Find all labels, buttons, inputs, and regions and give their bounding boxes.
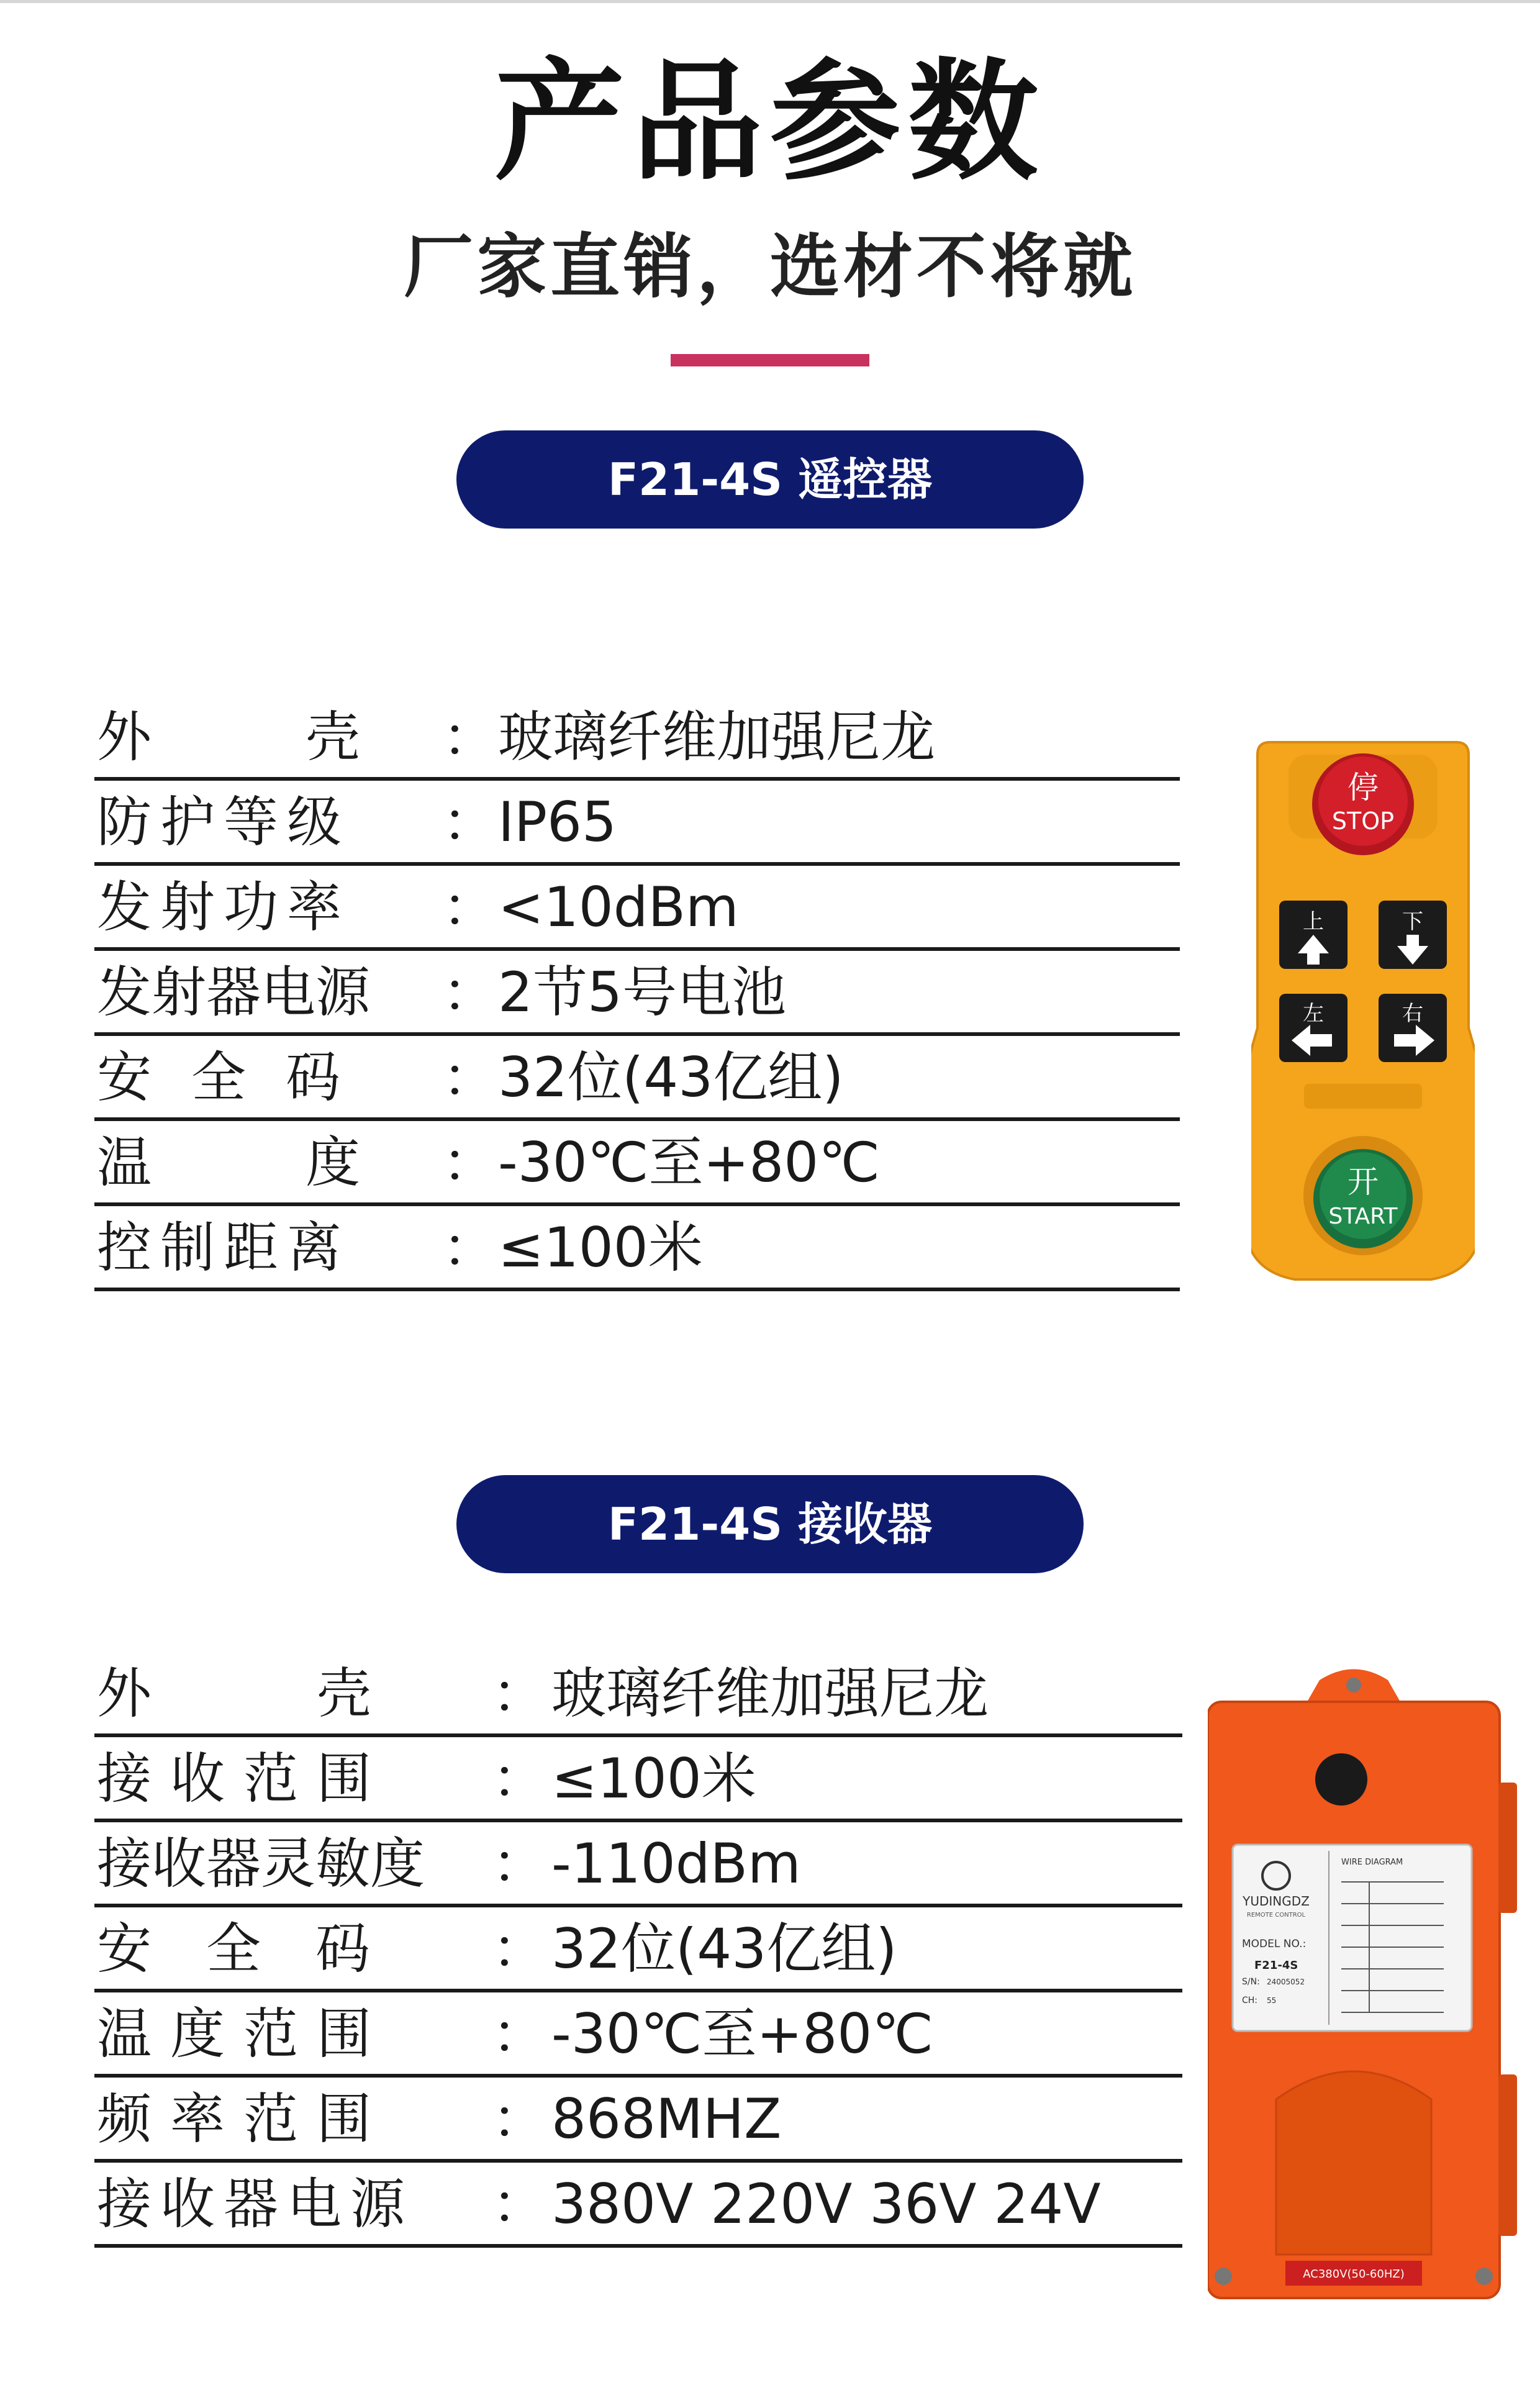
spec-separator: ：: [492, 2087, 547, 2151]
spec-row-security-code: [94, 1907, 1182, 1992]
spec-row-power: [94, 2163, 1182, 2248]
screw-icon: [1475, 2268, 1493, 2285]
antenna-button: [1315, 1753, 1367, 1806]
spec-value: -110dBm: [551, 1832, 801, 1896]
receiver-spec-list: [94, 1652, 1182, 2248]
start-en-label: START: [1328, 1204, 1398, 1229]
spec-separator: ：: [492, 1661, 547, 1725]
spec-value: IP65: [498, 790, 617, 854]
page-subtitle: 厂家直销，选材不将就: [404, 227, 1136, 307]
spec-value: -30℃至+80℃: [551, 2002, 934, 2066]
screw-icon: [1215, 2268, 1232, 2285]
spec-separator: ：: [442, 875, 497, 939]
transmitter-spec-list: [94, 696, 1180, 1291]
spec-value: ≤100米: [551, 1747, 756, 1810]
spec-value: -30℃至+80℃: [498, 1130, 881, 1194]
right-label: 右: [1402, 1001, 1423, 1026]
ch-label: CH:: [1242, 1996, 1258, 2006]
wire-diagram-label: WIRE DIAGRAM: [1341, 1858, 1403, 1867]
spec-separator: ：: [442, 1045, 497, 1109]
transmitter-heading: F21-4S 遥控器: [456, 430, 1084, 529]
spec-label: 外 壳: [97, 1661, 391, 1725]
right-button: [1379, 994, 1447, 1062]
left-label: 左: [1303, 1001, 1324, 1026]
spec-label: 温度范围: [97, 2002, 391, 2066]
spec-value: 玻璃纤维加强尼龙: [498, 705, 936, 769]
spec-label: 接收器电源: [97, 2172, 414, 2236]
spec-value: 玻璃纤维加强尼龙: [551, 1661, 989, 1725]
spec-value: 32位(43亿组): [498, 1045, 844, 1109]
receiver-box-image: [1208, 1665, 1524, 2310]
spec-value: 380V 220V 36V 24V: [551, 2172, 1101, 2236]
spec-separator: ：: [442, 705, 497, 769]
spec-row-temperature: [94, 1992, 1182, 2078]
spec-value: 868MHZ: [551, 2087, 782, 2151]
spec-value: <10dBm: [498, 875, 739, 939]
start-cn-label: 开: [1348, 1164, 1379, 1200]
spec-value: ≤100米: [498, 1215, 703, 1279]
spec-label: 安 全 码: [97, 1045, 351, 1109]
ch-value: 55: [1267, 1996, 1277, 2005]
spec-separator: ：: [492, 1832, 547, 1896]
spec-row-temperature: [94, 1121, 1180, 1206]
down-button: [1379, 901, 1447, 969]
brand-sub: REMOTE CONTROL: [1246, 1912, 1306, 1919]
spec-separator: ：: [492, 1747, 547, 1810]
spec-separator: ：: [442, 1130, 497, 1194]
spec-row-range: [94, 1737, 1182, 1822]
spec-label: 温 度: [97, 1130, 376, 1194]
sn-label: S/N:: [1242, 1977, 1260, 1987]
model-number: F21-4S: [1254, 1959, 1298, 1972]
spec-label: 发射器电源: [97, 960, 371, 1024]
top-divider: [0, 0, 1540, 3]
label-slot: [1304, 1084, 1422, 1109]
spec-row-protection: [94, 781, 1180, 866]
terminal-cover: [1276, 2071, 1431, 2255]
spec-label: 安 全 码: [97, 1917, 371, 1981]
spec-label: 发射功率: [97, 875, 351, 939]
screw-icon: [1346, 1678, 1361, 1692]
spec-separator: ：: [492, 1917, 547, 1981]
spec-separator: ：: [442, 960, 497, 1024]
spec-row-shell: [94, 1652, 1182, 1737]
spec-row-frequency: [94, 2078, 1182, 2163]
accent-bar: [671, 354, 869, 366]
page-title: 产品参数: [494, 46, 1046, 198]
spec-label: 外 壳: [97, 705, 376, 769]
spec-separator: ：: [442, 1215, 497, 1279]
stop-en-label: STOP: [1331, 807, 1395, 835]
spec-row-battery: [94, 951, 1180, 1036]
remote-controller-image: [1251, 736, 1475, 1286]
up-button: [1279, 901, 1348, 969]
spec-label: 接收范围: [97, 1747, 391, 1810]
sn-value: 24005052: [1267, 1978, 1305, 1986]
spec-label: 频率范围: [97, 2087, 391, 2151]
power-label: AC380V(50-60HZ): [1303, 2268, 1405, 2281]
spec-separator: ：: [442, 790, 497, 854]
spec-row-sensitivity: [94, 1822, 1182, 1907]
spec-value: 32位(43亿组): [551, 1917, 897, 1981]
down-label: 下: [1402, 909, 1423, 934]
spec-label: 接收器灵敏度: [97, 1832, 425, 1896]
spec-row-security-code: [94, 1036, 1180, 1121]
model-label: MODEL NO.:: [1242, 1938, 1307, 1950]
spec-row-distance: [94, 1206, 1180, 1291]
spec-value: 2节5号电池: [498, 960, 786, 1024]
receiver-heading: F21-4S 接收器: [456, 1475, 1084, 1573]
spec-row-shell: [94, 696, 1180, 781]
spec-separator: ：: [492, 2002, 547, 2066]
spec-label: 防护等级: [97, 790, 351, 854]
spec-label: 控制距离: [97, 1215, 351, 1279]
left-button: [1279, 994, 1348, 1062]
spec-separator: ：: [492, 2172, 547, 2236]
spec-row-power: [94, 866, 1180, 951]
brand-name: YUDINGDZ: [1243, 1894, 1310, 1909]
stop-cn-label: 停: [1348, 770, 1379, 806]
up-label: 上: [1303, 909, 1324, 934]
